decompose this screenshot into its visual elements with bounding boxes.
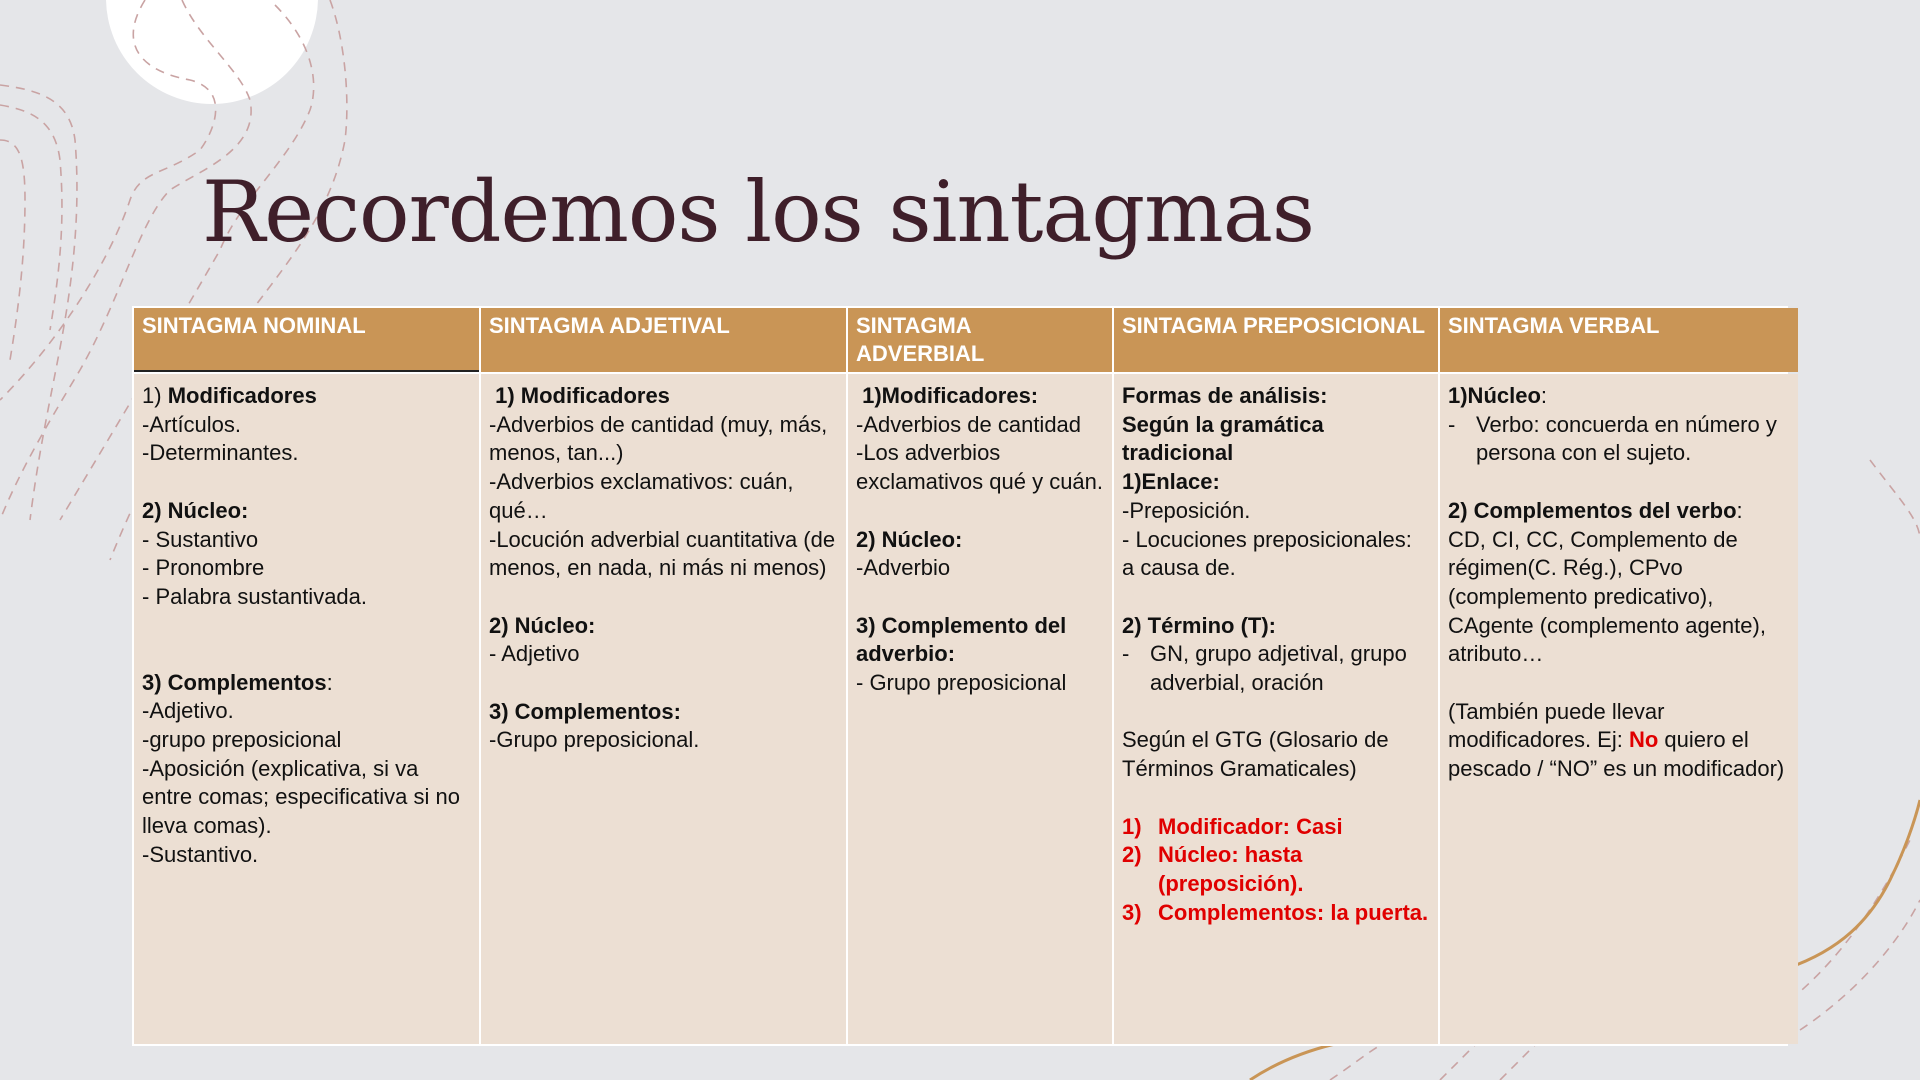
gtg-num: 1) xyxy=(1122,813,1142,839)
gtg-text: Complementos: la puerta. xyxy=(1158,899,1429,925)
cell-nominal xyxy=(134,374,479,1044)
nominal-comp-colon: : xyxy=(326,669,333,695)
adverbial-comp-title: 3) Complemento del adverbio: xyxy=(856,612,1067,667)
header-verbal: SINTAGMA VERBAL xyxy=(1440,308,1798,372)
termino-item-text: GN, grupo adjetival, grupo adverbial, oración xyxy=(1150,641,1407,696)
list-item: -Sustantivo. xyxy=(142,841,259,867)
gtg-num: 3) xyxy=(1122,899,1142,925)
cell-adverbial xyxy=(848,374,1112,1044)
gtg-list-item xyxy=(1122,841,1430,898)
gtg-text: Modificador: Casi xyxy=(1158,813,1343,839)
list-item: - Pronombre xyxy=(142,555,265,581)
gtg-text: Núcleo: hasta (preposición). xyxy=(1158,842,1304,896)
sintagmas-table xyxy=(132,306,1788,1046)
note-text: quiero el pescado / “NO” es un modificador) xyxy=(1448,727,1785,782)
header-nominal: SINTAGMA NOMINAL xyxy=(134,308,479,372)
cell-adjetival xyxy=(481,374,846,1044)
adjetival-nuc-title: 2) Núcleo: xyxy=(489,612,596,638)
nominal-mod-title: Modificadores xyxy=(167,383,317,408)
list-item xyxy=(1448,411,1790,468)
list-item xyxy=(1122,640,1430,697)
header-preposicional: SINTAGMA PREPOSICIONAL xyxy=(1114,308,1438,372)
list-item: -Preposición. xyxy=(1122,497,1251,523)
verbal-comp-text: CD, CI, CC, Complemento de régimen(C. Rég.), CPvo (complemento predicativo), CAgente (complemento agente), atributo… xyxy=(1448,526,1766,667)
gold-curve-decoration xyxy=(1788,800,1920,968)
list-item: -Adverbios de cantidad xyxy=(856,411,1082,437)
gtg-num: 2) xyxy=(1122,842,1142,868)
verbal-note xyxy=(1448,698,1790,784)
bullet-dash: - xyxy=(1448,411,1456,437)
list-item: -Los adverbios exclamativos qué y cuán. xyxy=(856,440,1104,495)
white-circle-decoration xyxy=(106,0,318,104)
list-item: -grupo preposicional xyxy=(142,727,342,753)
gtg-list-item xyxy=(1122,813,1430,842)
prep-intro-title: Formas de análisis: xyxy=(1122,383,1328,408)
note-highlight: No xyxy=(1628,727,1659,753)
list-item: -Aposición (explicativa, si va entre comas; especificativa si no lleva comas). xyxy=(142,755,460,839)
list-item: - Adjetivo xyxy=(489,641,580,667)
list-item: - Sustantivo xyxy=(142,526,259,552)
bullet-dash: - xyxy=(1122,641,1130,667)
list-item: -Grupo preposicional. xyxy=(489,727,700,753)
nominal-mod-num: 1) xyxy=(142,383,168,408)
verbal-comp-colon: : xyxy=(1736,497,1743,523)
list-item: - Locuciones preposicionales: a causa de. xyxy=(1122,526,1412,581)
adjetival-comp-title: 3) Complementos: xyxy=(489,698,681,724)
prep-trad-title: Según la gramática tradicional xyxy=(1122,411,1324,466)
nominal-comp-title: 3) Complementos xyxy=(142,669,327,695)
list-item: -Locución adverbial cuantitativa (de menos, en nada, ni más ni menos) xyxy=(489,526,836,581)
prep-termino-title: 2) Término (T): xyxy=(1122,612,1276,638)
list-item: -Adjetivo. xyxy=(142,698,234,724)
list-item: - Grupo preposicional xyxy=(856,670,1067,695)
header-adverbial: SINTAGMA ADVERBIAL xyxy=(848,308,1112,372)
nominal-mod-heading xyxy=(142,382,471,411)
adjetival-mod-title: 1) Modificadores xyxy=(489,383,670,408)
list-item: - Palabra sustantivada. xyxy=(142,583,368,609)
header-adjetival: SINTAGMA ADJETIVAL xyxy=(481,308,846,372)
verbal-nuc-colon: : xyxy=(1540,383,1548,408)
cell-verbal xyxy=(1440,374,1798,1044)
slide-title: Recordemos los sintagmas xyxy=(202,163,1315,261)
list-item: -Determinantes. xyxy=(142,440,299,466)
adverbial-mod-title: 1)Modificadores: xyxy=(856,383,1039,408)
list-item: -Adverbios de cantidad (muy, más, menos, tan...) xyxy=(489,411,828,466)
verbal-nuc-title: 1)Núcleo xyxy=(1448,383,1541,408)
verbal-nuc-item: Verbo: concuerda en número y persona con el sujeto. xyxy=(1476,411,1777,466)
list-item: -Adverbio xyxy=(856,555,951,581)
verbal-comp-title: 2) Complementos del verbo xyxy=(1448,497,1737,523)
prep-enlace-title: 1)Enlace: xyxy=(1122,469,1220,495)
nominal-nuc-title: 2) Núcleo: xyxy=(142,497,249,523)
note-text: (También puede llevar modificadores. Ej: xyxy=(1448,698,1665,753)
cell-preposicional xyxy=(1114,374,1438,1044)
list-item: -Adverbios exclamativos: cuán, qué… xyxy=(489,469,794,523)
gtg-list-item xyxy=(1122,899,1430,928)
prep-gtg-text: Según el GTG (Glosario de Términos Gramaticales) xyxy=(1122,727,1389,782)
list-item: -Artículos. xyxy=(142,411,242,437)
adverbial-nuc-title: 2) Núcleo: xyxy=(856,526,963,552)
